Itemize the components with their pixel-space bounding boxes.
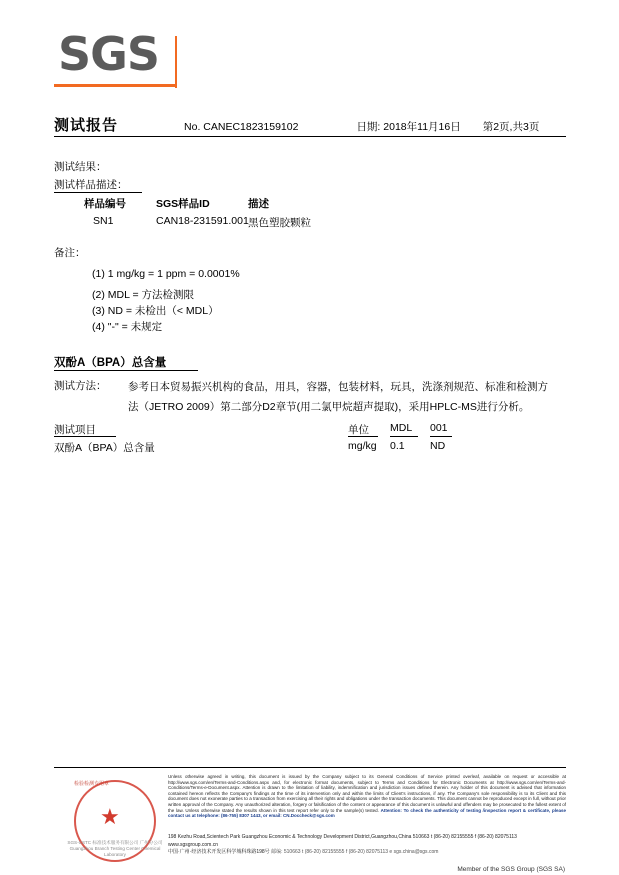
result-cell-mdl: 0.1	[390, 440, 405, 452]
stamp-caption-line-1: SGS-CSTC 标准技术服务有限公司 广州分公司	[67, 840, 163, 845]
note-item-4: (4) "-" = 未规定	[92, 321, 163, 333]
result-header-sample: 001	[430, 422, 448, 434]
page-indicator: 第2页,共3页	[482, 121, 540, 133]
report-date: 日期: 2018年11月16日	[356, 121, 461, 133]
legal-text-block	[168, 774, 566, 819]
sample-header-desc: 描述	[248, 198, 269, 210]
address-block	[168, 834, 566, 857]
results-label: 测试结果：	[54, 161, 107, 173]
page-title: 测试报告	[54, 117, 119, 134]
sample-description-label: 测试样品描述：	[54, 179, 128, 191]
sgs-logo	[54, 27, 184, 92]
stamp-ring-text: 检验检测专用章	[74, 781, 110, 787]
logo-underline	[54, 84, 176, 87]
legal-paragraph: Unless otherwise agreed in writing, this document is issued by the Company subject to its General Conditions of Service printed overleaf, available on request or accessible at http://www.sgs.com/en/Terms-and-Conditions.aspx and, for electronic format documents, subject to Terms and Conditions for Electronic Documents at http://www.sgs.com/en/Terms-and-Conditions/Terms-e-Document.aspx. Attention is drawn to the limitation of liability, indemnification and jurisdiction issues defined therein. Any holder of this document is advised that information contained hereon reflects the Company's findings at the time of its intervention only and within the limits of Client's instructions, if any. The Company's sole responsibility is to its Client and this document does not exonerate parties to a transaction from exercising all their rights and obligations under the transaction documents. This document cannot be reproduced except in full, without prior written approval of the Company. Any unauthorized alteration, forgery or falsification of the content or appearance of this document is unlawful and offenders may be prosecuted to the fullest extent of the law. Unless otherwise stated the results shown in this test report refer only to the sample(s) tested.	[168, 774, 566, 813]
report-number: No. CANEC1823159102	[184, 121, 299, 133]
result-cell-value: ND	[430, 440, 446, 452]
sample-cell-id: CAN18-231591.001	[156, 215, 249, 227]
result-header-item-underline	[54, 436, 116, 437]
address-chinese	[168, 849, 566, 857]
note-item-2: (2) MDL = 方法检测限	[92, 289, 194, 301]
footer-divider	[54, 767, 566, 768]
company-stamp	[62, 778, 168, 862]
result-header-item: 测试项目	[54, 424, 96, 436]
sample-cell-desc: 黑色塑胶颗粒	[248, 217, 311, 229]
test-method-line-2: 法（JETRO 2009）第二部分D2章节(用二氯甲烷超声提取)，采用HPLC-MS进行分析。	[128, 401, 530, 413]
title-row	[54, 114, 566, 135]
result-header-mdl: MDL	[390, 422, 413, 434]
result-cell-item: 双酚A（BPA）总含量	[54, 442, 155, 454]
sample-description-underline	[54, 192, 142, 193]
result-cell-unit: mg/kg	[348, 440, 377, 452]
result-header-sample-underline	[430, 436, 452, 437]
sgs-logo-text: SGS	[58, 27, 160, 81]
sample-header-id: SGS样品ID	[156, 198, 210, 210]
note-item-1: (1) 1 mg/kg = 1 ppm = 0.0001%	[92, 268, 240, 280]
sample-header-no: 样品编号	[84, 198, 126, 210]
test-method-label: 测试方法：	[54, 380, 107, 392]
section-title-bpa: 双酚A（BPA）总含量	[54, 357, 167, 369]
logo-vertical-bar	[175, 36, 177, 88]
notes-label: 备注：	[54, 247, 86, 259]
section-title-underline	[54, 370, 198, 371]
address-english: 198 Kezhu Road,Scientech Park Guangzhou Economic & Technology Development District,Guangzhou,China 510663 t (86-20) 82155555 f (86-20) 82075113 www.sgsgroup.com.cn	[168, 834, 517, 848]
stamp-caption	[62, 840, 168, 858]
result-header-unit: 单位	[348, 424, 369, 436]
address-chinese-main: 中国·广州·经济技术开发区科学城科珠路198号	[168, 849, 270, 855]
header-divider	[54, 136, 566, 137]
legal-verify-line: Attention: To check the authenticity of testing /inspection report & certificate, please contact us at telephone: (86-755) 8307 1443, or email: CN.Doccheck@sgs.com	[168, 807, 566, 819]
stamp-star-icon: ★	[100, 804, 120, 829]
address-chinese-contact: 邮编: 510663 t (86-20) 82155555 f (86-20) 82075113 e sgs.china@sgs.com	[271, 849, 439, 855]
result-header-mdl-underline	[390, 436, 418, 437]
note-item-3: (3) ND = 未检出（< MDL）	[92, 305, 219, 317]
stamp-caption-line-2: Guangzhou Branch Testing Center Chemical Laboratory	[69, 846, 161, 857]
member-line: Member of the SGS Group (SGS SA)	[457, 866, 565, 873]
sample-cell-no: SN1	[93, 215, 114, 227]
test-method-body	[128, 377, 548, 417]
result-header-unit-underline	[348, 436, 378, 437]
test-method-line-1: 参考日本贸易振兴机构的食品，用具，容器，包装材料，玩具，洗涤剂规范、标准和检测方	[128, 381, 548, 393]
